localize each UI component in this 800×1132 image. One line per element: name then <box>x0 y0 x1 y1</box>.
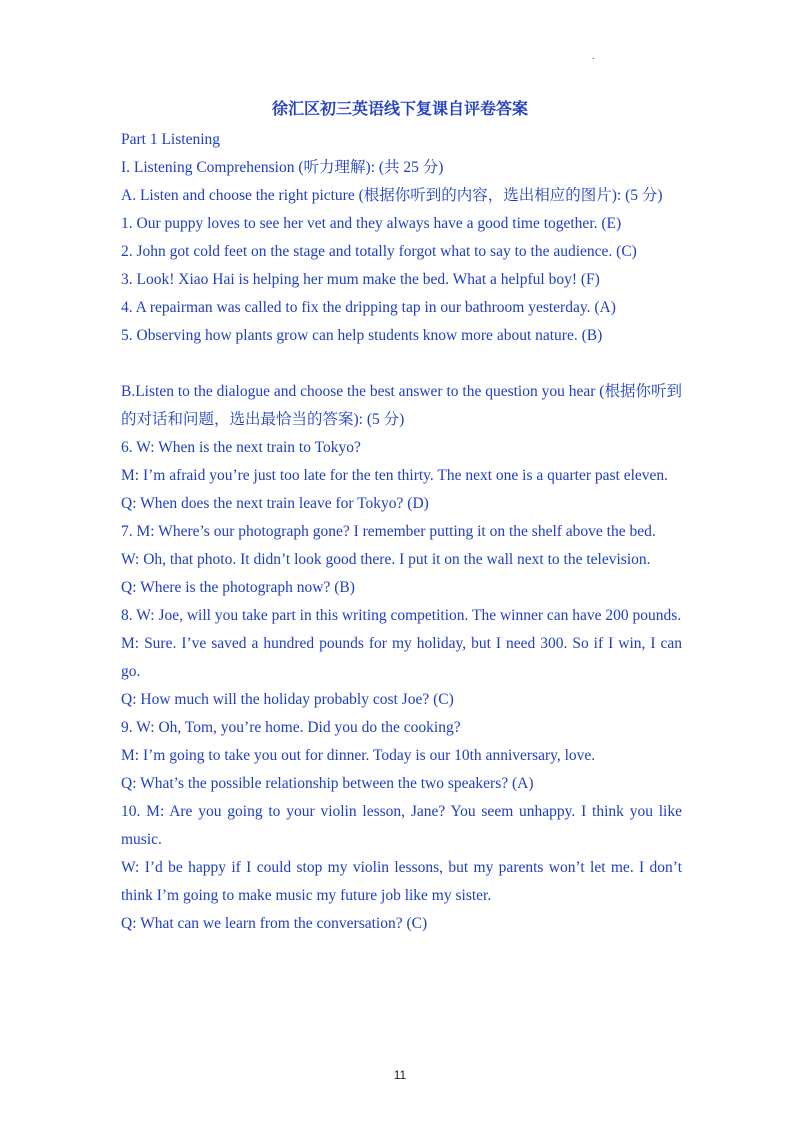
page-title: 徐汇区初三英语线下复课自评卷答案 <box>271 99 528 118</box>
dialogue-line: 8. W: Joe, will you take part in this writing competition. The winner can have 200 pounds. <box>121 607 682 624</box>
question-line: Q: What can we learn from the conversation? (C) <box>121 915 428 932</box>
subsection-heading: I. Listening Comprehension (听力理解): (共 25 分) <box>121 159 444 176</box>
answer-line: 3. Look! Xiao Hai is helping her mum make the bed. What a helpful boy! (F) <box>121 271 600 288</box>
dialogue-line: 10. M: Are you going to your violin lesson, Jane? You seem unhappy. I think you like music. <box>121 803 682 848</box>
answer-line: 4. A repairman was called to fix the dripping tap in our bathroom yesterday. (A) <box>121 299 616 316</box>
answer-line: 5. Observing how plants grow can help students know more about nature. (B) <box>121 327 603 344</box>
question-line: Q: Where is the photograph now? (B) <box>121 579 355 596</box>
blank-line <box>121 350 682 378</box>
answer-line: 2. John got cold feet on the stage and totally forgot what to say to the audience. (C) <box>121 243 637 260</box>
answer-body <box>121 126 682 938</box>
corner-mark: . <box>592 51 595 62</box>
section-heading: Part 1 Listening <box>121 131 221 148</box>
dialogue-line: 7. M: Where’s our photograph gone? I remember putting it on the shelf above the bed. <box>121 523 656 540</box>
answer-line: 1. Our puppy loves to see her vet and they always have a good time together. (E) <box>121 215 622 232</box>
dialogue-line: W: Oh, that photo. It didn’t look good there. I put it on the wall next to the television. <box>121 551 651 568</box>
dialogue-line: 6. W: When is the next train to Tokyo? <box>121 439 361 456</box>
dialogue-line: M: I’m going to take you out for dinner. Today is our 10th anniversary, love. <box>121 747 596 764</box>
dialogue-line: W: I’d be happy if I could stop my violin lessons, but my parents won’t let me. I don’t think I’m going to make music my future job like my sister. <box>121 859 682 904</box>
question-line: Q: When does the next train leave for Tokyo? (D) <box>121 495 429 512</box>
part-a-instruction: A. Listen and choose the right picture (根据你听到的内容，选出相应的图片): (5 分) <box>121 187 663 204</box>
dialogue-line: M: I’m afraid you’re just too late for the ten thirty. The next one is a quarter past eleven. <box>121 467 669 484</box>
dialogue-line: M: Sure. I’ve saved a hundred pounds for my holiday, but I need 300. So if I win, I can go. <box>121 635 682 680</box>
part-b-instruction: B.Listen to the dialogue and choose the best answer to the question you hear (根据你听到的对话和问题，选出最恰当的答案): (5 分) <box>121 383 682 428</box>
dialogue-line: 9. W: Oh, Tom, you’re home. Did you do the cooking? <box>121 719 461 736</box>
page-number: 11 <box>393 1068 407 1082</box>
question-line: Q: How much will the holiday probably cost Joe? (C) <box>121 691 454 708</box>
question-line: Q: What’s the possible relationship between the two speakers? (A) <box>121 775 534 792</box>
